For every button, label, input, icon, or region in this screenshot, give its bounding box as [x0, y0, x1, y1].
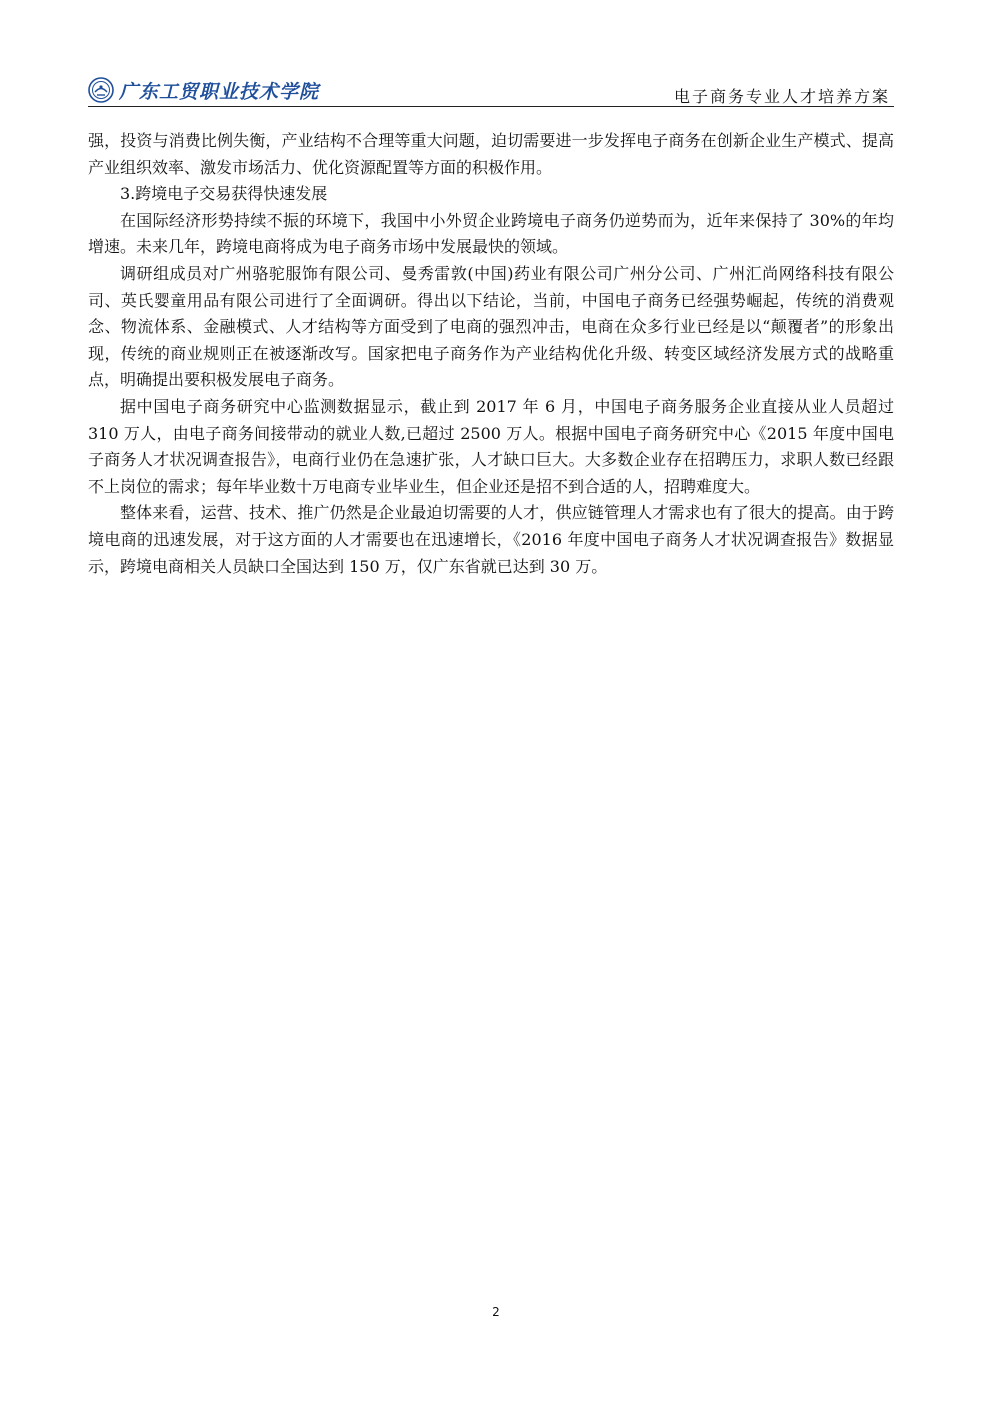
school-logo: [88, 76, 319, 104]
document-title: 电子商务专业人才培养方案: [673, 87, 890, 106]
paragraph-employment-data: 据中国电子商务研究中心监测数据显示，截止到 2017 年 6 月，中国电子商务服务企业直接从业人员超过 310 万人，由电子商务间接带动的就业人数,已超过 2500 万人。根据中国电子商务研究中心《2015 年度中国电子商务人才状况调查报告》，电商行业仍在急速扩张，人才缺口巨大。大多数企业存在招聘压力，求职人数已经跟不上岗位的需求；每年毕业数十万电商专业毕业生，但企业还是招不到合适的人，招聘难度大。: [88, 396, 894, 496]
paragraph-survey-findings: 调研组成员对广州骆驼服饰有限公司、曼秀雷敦(中国)药业有限公司广州分公司、广州汇尚网络科技有限公司、英氏婴童用品有限公司进行了全面调研。得出以下结论，当前，中国电子商务已经强势崛起，传统的消费观念、物流体系、金融模式、人才结构等方面受到了电商的强烈冲击，电商在众多行业已经是以“颠覆者”的形象出现，传统的商业规则正在被逐渐改写。国家把电子商务作为产业结构优化升级、转变区域经济发展方式的战略重点，明确提出要积极发展电子商务。: [88, 263, 894, 390]
school-name: 广东工贸职业技术学院: [119, 80, 320, 103]
school-seal-icon: [88, 77, 114, 103]
paragraph-continuation: 强，投资与消费比例失衡，产业结构不合理等重大问题，迫切需要进一步发挥电子商务在创新企业生产模式、提高产业组织效率、激发市场活力、优化资源配置等方面的积极作用。: [88, 131, 894, 177]
page-number: 2: [492, 1305, 500, 1319]
header-divider: [88, 106, 894, 107]
paragraph-cross-border-growth: 在国际经济形势持续不振的环境下，我国中小外贸企业跨境电子商务仍逆势而为，近年来保持了 30%的年均增速。未来几年，跨境电商将成为电子商务市场中发展最快的领域。: [88, 210, 894, 257]
document-body: [88, 128, 894, 580]
paragraph-talent-demand: 整体来看，运营、技术、推广仍然是企业最迫切需要的人才，供应链管理人才需求也有了很大的提高。由于跨境电商的迅速发展，对于这方面的人才需要也在迅速增长，《2016 年度中国电子商务人才状况调查报告》数据显示，跨境电商相关人员缺口全国达到 150 万，仅广东省就已达到 30 万。: [88, 503, 894, 576]
section-heading: 3.跨境电子交易获得快速发展: [120, 184, 328, 204]
page-header: [88, 74, 894, 108]
